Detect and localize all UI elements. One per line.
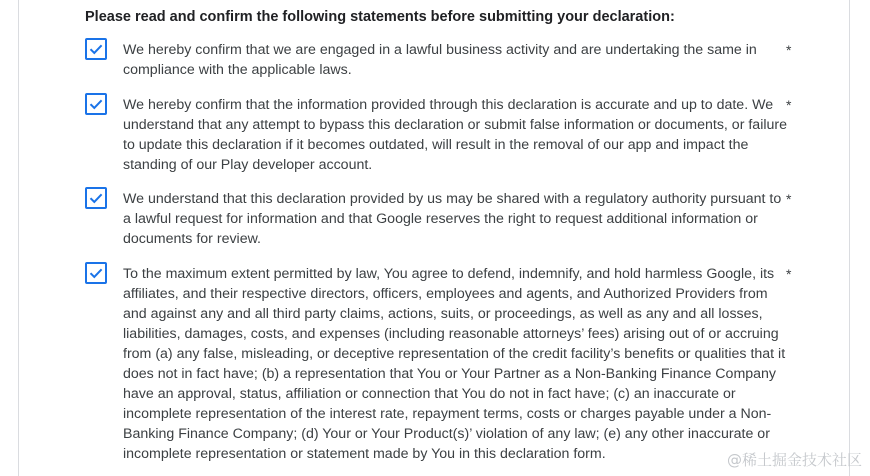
required-mark: * — [786, 97, 792, 113]
required-mark: * — [786, 266, 792, 282]
statement-3-text: We understand that this declaration provided by us may be shared with a regulatory authority pursuant to a lawful request for information and that Google reserves the right to request additional information or documents for review. — [123, 191, 782, 247]
required-mark: * — [786, 191, 792, 207]
statement-3-checkbox[interactable] — [85, 187, 107, 209]
required-mark: * — [786, 42, 792, 58]
statement-4-text: To the maximum extent permitted by law, You agree to defend, indemnify, and hold harmless Google, its affiliates, and their respective directors, officers, employees and agents, and Authorized Providers from and against any and all third party claims, actions, suits, or proceedings, as well as any and all losses, liabilities, damages, costs, and expenses (including reasonable attorneys’ fees) arising out of or accruing from (a) any false, misleading, or deceptive representation of the credit facility’s benefits or qualities that it does not in fact have; (b) a representation that You or Your Partner as a Non-Banking Finance Company have an approval, status, affiliation or connection that You do not in fact have; (c) an inaccurate or incomplete representation of the interest rate, repayment terms, costs or charges payable under a Non-Banking Finance Company; (d) Your or Your Product(s)’ violation of any law; (e) any other inaccurate or incomplete representation or statement made by You in this declaration form. — [123, 266, 786, 462]
statement-2-text: We hereby confirm that the information provided through this declaration is accurate and up to date. We understand that any attempt to bypass this declaration or submit false information or documents, or failure to update this declaration if it becomes outdated, will result in the removal of our app and impact the standing of our Play developer account. — [123, 97, 788, 173]
statement-2-checkbox[interactable] — [85, 93, 107, 115]
statement-4-checkbox[interactable] — [85, 262, 107, 284]
checkmark-icon — [88, 96, 104, 112]
checkmark-icon — [88, 190, 104, 206]
watermark: @稀土掘金技术社区 — [726, 451, 862, 469]
statement-1-text: We hereby confirm that we are engaged in a lawful business activity and are undertaking the same in compliance with the applicable laws. — [123, 42, 757, 78]
checkmark-icon — [88, 41, 104, 57]
checkmark-icon — [88, 265, 104, 281]
declaration-heading: Please read and confirm the following statements before submitting your declaration: — [85, 9, 675, 25]
statement-1-checkbox[interactable] — [85, 38, 107, 60]
